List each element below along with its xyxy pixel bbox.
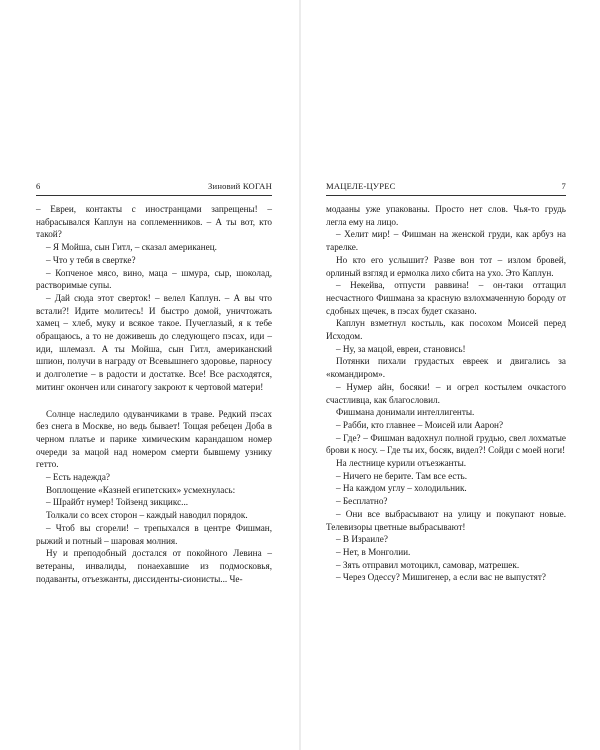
paragraph: Солнце наследило одуванчиками в траве. Редкий пэсах без снега в Москве, но ведь бывает! Тощая ребецен Доба в черном платье и парике химическим карандашом номер очереди за мацой над номером смерти бывшему узнику гетто. bbox=[36, 408, 272, 470]
paragraph: На лестнице курили отъезжанты. bbox=[336, 458, 467, 469]
paragraph: – Ничего не берите. Там все есть. bbox=[336, 470, 467, 481]
paragraph: – Рабби, кто главнее – Моисей или Аарон? bbox=[336, 419, 504, 430]
paragraph: – Где? – Фишман вадохнул полной грудью, свел лохматые брови к носу. – Где ты их, босяк, видел?! Сойди с моей ноги! bbox=[326, 432, 566, 456]
paragraph: – Бесплатно? bbox=[336, 496, 388, 507]
header-rule-right bbox=[326, 195, 566, 196]
paragraph: – Через Одессу? Мишигенер, а если вас не выпустят? bbox=[336, 572, 546, 583]
paragraph: Потянки пихали грудастых евреек и двигались за «командиром». bbox=[326, 356, 566, 380]
paragraph: – Копченое мясо, вино, маца – шмура, сыр, шоколад, растворимые супы. bbox=[36, 267, 272, 291]
running-head-author: Зиновий КОГАН bbox=[208, 181, 272, 191]
paragraph: – Что у тебя в свертке? bbox=[46, 254, 136, 265]
paragraph: Ну и преподобный достался от покойного Левина – ветераны, инвалиды, понаехавшие из подмосковья, подаванты, отъезжанты, диссиденты-сионисты... Че- bbox=[36, 548, 272, 584]
body-text-right bbox=[326, 203, 566, 584]
paragraph: – В Израиле? bbox=[336, 534, 388, 545]
right-page bbox=[300, 0, 600, 750]
header-rule-left bbox=[36, 195, 272, 196]
paragraph: – Они все выбрасывают на улицу и покупают новые. Телевизоры цветные выбрасывают! bbox=[326, 508, 566, 532]
paragraph: Воплощение «Казней египетских» усмехнулась: bbox=[46, 484, 236, 495]
page-number-right: 7 bbox=[561, 181, 566, 191]
paragraph: – Дай сюда этот сверток! – велел Каплун. – А вы что встали?! Идите молитесь! И быстро домой, уничтожать хамец – хлеб, муку и всякое такое. Пучеглазый, я к тебе обращаюсь, а то не доживешь до следующего пэсах, иди – иди, шлемазл. А ты Мойша, сын Гитл, американский шпион, получи в награду от Всевышнего здоровье, парносу и долголетие – в радости и достатке. Все! Все расходятся, митинг окончен или синагогу закроют к чертовой матери! bbox=[36, 292, 272, 392]
paragraph: Но кто его услышит? Разве вон тот – излом бровей, орлиный взгляд и ермолка лихо сбита на ухо. Это Каплун. bbox=[326, 254, 566, 278]
body-text-left bbox=[36, 203, 272, 585]
paragraph: – Есть надежда? bbox=[46, 472, 111, 483]
paragraph: – Я Мойша, сын Гитл, – сказал американец. bbox=[46, 242, 217, 253]
section-break bbox=[36, 394, 272, 408]
page-number-left: 6 bbox=[36, 181, 41, 191]
paragraph: – Ну, за мацой, евреи, становись! bbox=[336, 343, 466, 354]
paragraph: модааны уже упакованы. Просто нет слов. Чья-то грудь легла ему на лицо. bbox=[326, 204, 566, 227]
running-header-right bbox=[326, 180, 566, 192]
paragraph: – Нет, в Монголии. bbox=[336, 546, 411, 557]
paragraph: Фишмана донимали интеллигенты. bbox=[336, 407, 475, 418]
paragraph: – Чтоб вы сгорели! – трепыхался в центре Фишман, рыжий и потный – шаровая молния. bbox=[36, 522, 272, 546]
paragraph: – Евреи, контакты с иностранцами запрещены! – набрасывался Каплун на соплеменников. – А ты вот, кто такой? bbox=[36, 204, 272, 240]
paragraph: Каплун взметнул костыль, как посохом Моисей перед Исходом. bbox=[326, 318, 566, 342]
paragraph: Толкали со всех сторон – каждый наводил порядок. bbox=[46, 510, 248, 521]
paragraph: – Зять отправил мотоцикл, самовар, матрешек. bbox=[336, 559, 520, 570]
paragraph: – Хелит мир! – Фишман на женской груди, как арбуз на тарелке. bbox=[326, 229, 566, 253]
running-head-chapter: МАЦЕЛЕ-ЦУРЕС bbox=[326, 181, 396, 191]
running-header-left bbox=[36, 180, 272, 192]
paragraph: – Некейва, отпусти раввина! – он-таки оттащил несчастного Фишмана за красную взлохмаченную бороду от сдобных щечек, в пэсах будет сказано. bbox=[326, 280, 566, 316]
paragraph: – На каждом углу – холодильник. bbox=[336, 483, 467, 494]
paragraph: – Шрайбт нумер! Тойзенд зикцикс... bbox=[46, 497, 189, 508]
paragraph: – Нумер айн, босяки! – и огрел костылем очкастого счастливца, как благословил. bbox=[326, 381, 566, 405]
